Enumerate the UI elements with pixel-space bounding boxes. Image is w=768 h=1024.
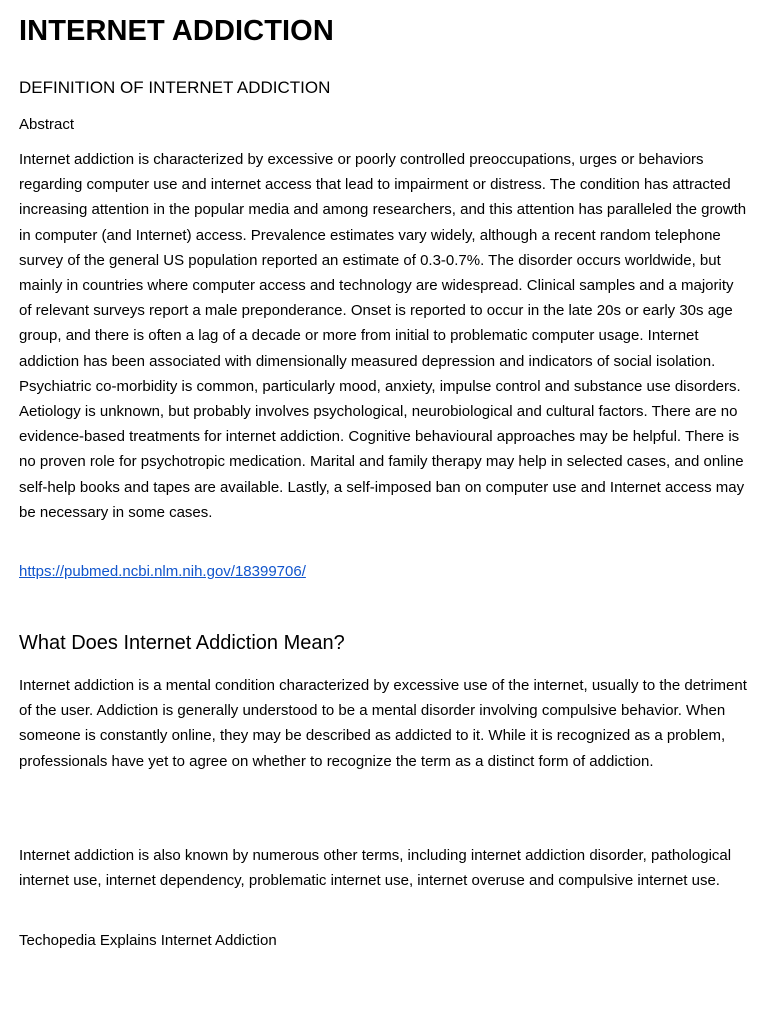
definition-subtitle: DEFINITION OF INTERNET ADDICTION — [19, 78, 331, 97]
section-heading-meaning: What Does Internet Addiction Mean? — [19, 632, 345, 654]
document-title: INTERNET ADDICTION — [19, 15, 334, 47]
meaning-paragraph: Internet addiction is a mental condition characterized by excessive use of the internet, usually to the detriment of the user. Addiction is generally understood to be a mental disorder involving compulsive behavior. When someone is constantly online, they may be described as addicted to it. While it is recognized as a problem, professionals have yet to agree on whether to recognize the term as a distinct form of addiction. — [19, 677, 747, 770]
terms-paragraph: Internet addiction is also known by numerous other terms, including internet addiction disorder, pathological internet use, internet dependency, problematic internet use, internet overuse and compulsive internet use. — [19, 847, 732, 890]
abstract-paragraph: Internet addiction is characterized by excessive or poorly controlled preoccupations, urges or behaviors regarding computer use and internet access that lead to impairment or distress. The condition has attracted increasing attention in the popular media and among researchers, and this attention has paralleled the growth in computer (and Internet) access. Prevalence estimates vary widely, although a recent random telephone survey of the general US population reported an estimate of 0.3-0.7%. The disorder occurs worldwide, but mainly in countries where computer access and technology are widespread. Clinical samples and a majority of relevant surveys report a male preponderance. Onset is reported to occur in the late 20s or early 30s age group, and there is often a lag of a decade or more from initial to problematic computer usage. Internet addiction has been associated with dimensionally measured depression and indicators of social isolation. Psychiatric co-morbidity is common, particularly mood, anxiety, impulse control and substance use disorders. Aetiology is unknown, but probably involves psychological, neurobiological and cultural factors. There are no evidence-based treatments for internet addiction. Cognitive behavioural approaches may be helpful. There is no proven role for psychotropic medication. Marital and family therapy may help in selected cases, and online self-help books and tapes are available. Lastly, a self-imposed ban on computer use and Internet access may be necessary in some cases. — [19, 151, 747, 521]
techopedia-explains-label: Techopedia Explains Internet Addiction — [19, 932, 277, 949]
pubmed-source-link[interactable]: https://pubmed.ncbi.nlm.nih.gov/18399706/ — [19, 563, 306, 580]
abstract-label: Abstract — [19, 116, 75, 133]
